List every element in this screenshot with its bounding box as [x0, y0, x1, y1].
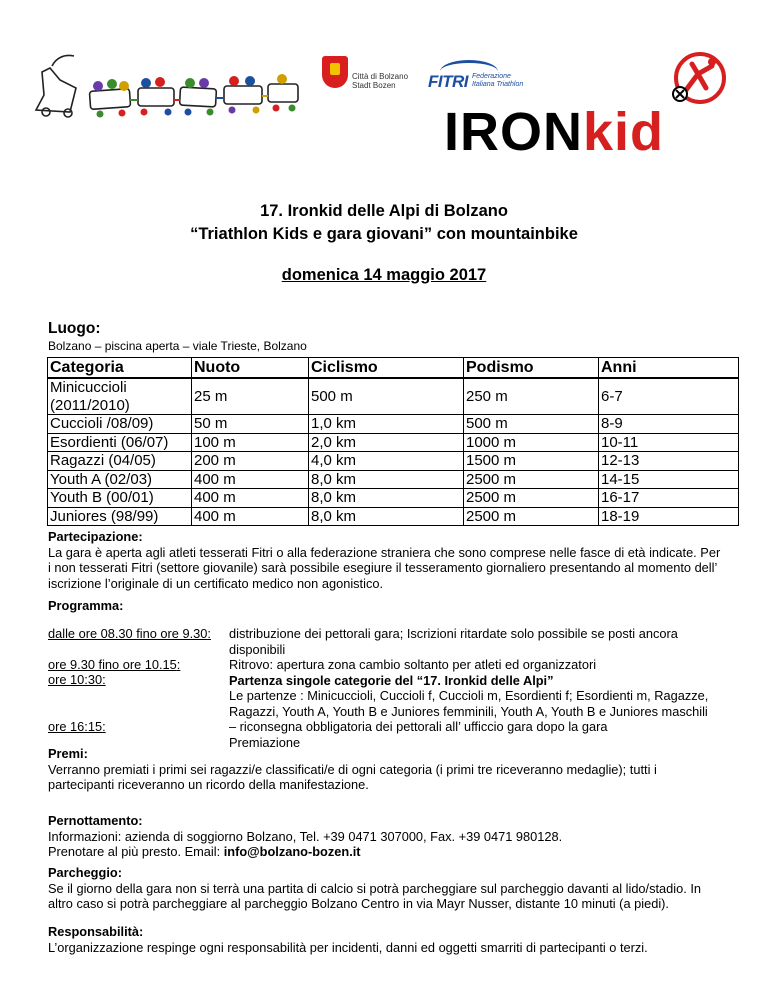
luogo-value: Bolzano – piscina aperta – viale Trieste, Bolzano: [48, 339, 307, 353]
table-header-row: [48, 358, 739, 379]
event-date: domenica 14 maggio 2017: [281, 266, 487, 284]
table-cell: 500 m: [309, 378, 464, 415]
email-link[interactable]: info@bolzano-bozen.it: [223, 844, 361, 859]
ironkid-wordmark: [444, 102, 664, 162]
table-row: [48, 452, 739, 471]
table-cell: 250 m: [464, 378, 599, 415]
city-shield-icon: [322, 56, 348, 88]
header-anni: Anni: [599, 358, 739, 379]
responsabilita-line: L’organizzazione respinge ogni responsabilità per incidenti, danni ed oggetti smarriti di partecipanti o terzi.: [48, 939, 648, 955]
pernottamento-heading: Pernottamento:: [48, 813, 143, 828]
categories-table: [47, 357, 739, 526]
table-row: [48, 507, 739, 526]
table-cell: 8,0 km: [309, 507, 464, 526]
table-cell: 500 m: [464, 415, 599, 434]
table-cell: 25 m: [192, 378, 309, 415]
city-of-bolzano-logo: [318, 56, 418, 98]
programma-descriptions: [229, 626, 729, 750]
table-cell: 6-7: [599, 378, 739, 415]
table-row: [48, 415, 739, 434]
table-cell: 2500 m: [464, 507, 599, 526]
partecipazione-section: [48, 529, 728, 591]
premi-line: partecipanti riceveranno un ricordo della manifestazione.: [48, 777, 369, 792]
table-cell: 16-17: [599, 489, 739, 508]
table-cell: 12-13: [599, 452, 739, 471]
fitri-logo: [428, 60, 530, 94]
header-podismo: Podismo: [464, 358, 599, 379]
header-logos: [0, 0, 768, 170]
table-cell: 2,0 km: [309, 433, 464, 452]
programma-time: ore 16:15: [48, 719, 103, 734]
header-categoria: Categoria: [48, 358, 192, 379]
cell-line: Minicuccioli: [50, 379, 127, 396]
table-row: [48, 489, 739, 508]
table-cell: Esordienti (06/07): [48, 433, 192, 452]
luogo-heading: Luogo:: [48, 320, 101, 337]
programma-desc: Ritrovo: apertura zona cambio soltanto per atleti ed organizzatori: [229, 657, 597, 672]
table-cell: [48, 378, 192, 415]
city-name-it: Città di Bolzano: [352, 72, 409, 81]
fitri-federation-text: [472, 73, 523, 89]
table-cell: 14-15: [599, 470, 739, 489]
pernottamento-line: Informazioni: azienda di soggiorno Bolzano, Tel. +39 0471 307000, Fax. +39 0471 980128.: [48, 828, 563, 844]
programma-time: ore 9.30 fino ore 10.15: [48, 657, 177, 672]
premi-heading: Premi:: [48, 746, 88, 761]
city-name-de: Stadt Bozen: [352, 81, 396, 90]
ironkid-kid: kid: [583, 102, 665, 162]
fitri-fed-line1: Federazione: [472, 73, 511, 80]
programma-heading: Programma:: [48, 598, 124, 613]
responsabilita-heading: Responsabilità:: [48, 924, 144, 939]
table-cell: 2500 m: [464, 470, 599, 489]
pernottamento-section: [48, 813, 728, 860]
parcheggio-line: Se il giorno della gara non si terrà una partita di calcio si potrà parcheggiare sul parcheggio davanti al lido/stadio. In: [48, 880, 702, 896]
partecipazione-heading: Partecipazione:: [48, 529, 143, 544]
parcheggio-line: altro caso si potrà parcheggiare al parcheggio Bolzano Centro in via Mayr Nusser, distante 10 minuti (a piedi).: [48, 896, 669, 911]
partecipazione-line: iscrizione l’originale di un certificato medico non agonistico.: [48, 575, 384, 591]
pernottamento-line: [48, 844, 728, 860]
event-title: 17. Ironkid delle Alpi di Bolzano: [260, 202, 508, 220]
table-cell: 8-9: [599, 415, 739, 434]
programma-desc: Premiazione: [229, 734, 301, 750]
table-cell: 200 m: [192, 452, 309, 471]
premi-line: Verranno premiati i primi sei ragazzi/e classificati/e di ogni categoria (i primi tre riceveranno medaglie); tutti i: [48, 761, 657, 777]
table-cell: Juniores (98/99): [48, 507, 192, 526]
programma-desc: Le partenze : Minicuccioli, Cuccioli f, Cuccioli m, Esordienti f; Esordienti m, Ragazze,: [229, 688, 709, 703]
programma-desc: distribuzione dei pettorali gara; Iscrizioni ritardate solo possibile se posti ancora: [229, 626, 678, 641]
table-cell: 10-11: [599, 433, 739, 452]
header-ciclismo: Ciclismo: [309, 358, 464, 379]
table-cell: 18-19: [599, 507, 739, 526]
programma-time-3: ore 10:30:: [48, 672, 106, 687]
table-cell: 400 m: [192, 489, 309, 508]
table-cell: 1,0 km: [309, 415, 464, 434]
table-cell: Cuccioli /08/09): [48, 415, 192, 434]
programma-desc: disponibili: [229, 641, 286, 657]
table-cell: 4,0 km: [309, 452, 464, 471]
programma-time-2: ore 9.30 fino ore 10.15:: [48, 657, 181, 672]
pernottamento-prefix: Prenotare al più presto. Email:: [48, 844, 224, 859]
table-cell: Ragazzi (04/05): [48, 452, 192, 471]
table-cell: 1000 m: [464, 433, 599, 452]
table-cell: 1500 m: [464, 452, 599, 471]
programma-time: ore 10:30: [48, 672, 103, 687]
table-cell: Youth B (00/01): [48, 489, 192, 508]
header-nuoto: Nuoto: [192, 358, 309, 379]
fitri-name: FITRI: [428, 72, 468, 91]
table-cell: 8,0 km: [309, 470, 464, 489]
event-subtitle: “Triathlon Kids e gara giovani” con mountainbike: [190, 225, 578, 243]
fitri-fed-line2: Italiana Triathlon: [472, 81, 524, 88]
table-cell: 2500 m: [464, 489, 599, 508]
table-row: [48, 378, 739, 415]
responsabilita-section: [48, 924, 728, 955]
programma-desc: Ragazzi, Youth A, Youth B e Juniores femminili, Youth A, Youth B e Juniores maschili: [229, 703, 708, 719]
programma-desc-bold: Partenza singole categorie del “17. Ironkid delle Alpi”: [229, 672, 554, 688]
ironkid-iron: IRON: [444, 102, 583, 162]
table-cell: 400 m: [192, 470, 309, 489]
table-cell: 50 m: [192, 415, 309, 434]
programma-time-4: ore 16:15:: [48, 719, 106, 734]
partecipazione-line: i non tesserati Fitri (settore giovanile) sarà possibile esegiure il tesseramento giornaliero presentando al momento dell’: [48, 560, 718, 575]
programma-desc: – riconsegna obbligatoria dei pettorali all’ ufficcio gara dopo la gara: [229, 719, 608, 734]
premi-section: [48, 746, 728, 793]
kids-train-logo: [30, 50, 302, 120]
parcheggio-section: [48, 865, 728, 912]
partecipazione-line: La gara è aperta agli atleti tesserati Fitri o alla federazione straniera che sono comprese nelle fasce di età indicate. Per: [48, 544, 721, 560]
table-cell: 100 m: [192, 433, 309, 452]
city-logo-text: [352, 72, 408, 90]
table-cell: 8,0 km: [309, 489, 464, 508]
parcheggio-heading: Parcheggio:: [48, 865, 122, 880]
cell-line: (2011/2010): [50, 396, 130, 414]
runner-badge-icon: [668, 50, 728, 110]
table-cell: 400 m: [192, 507, 309, 526]
table-row: [48, 470, 739, 489]
programma-time: dalle ore 08.30 fino ore 9.30: [48, 626, 208, 641]
table-row: [48, 433, 739, 452]
programma-time-1: dalle ore 08.30 fino ore 9.30:: [48, 626, 211, 641]
table-cell: Youth A (02/03): [48, 470, 192, 489]
